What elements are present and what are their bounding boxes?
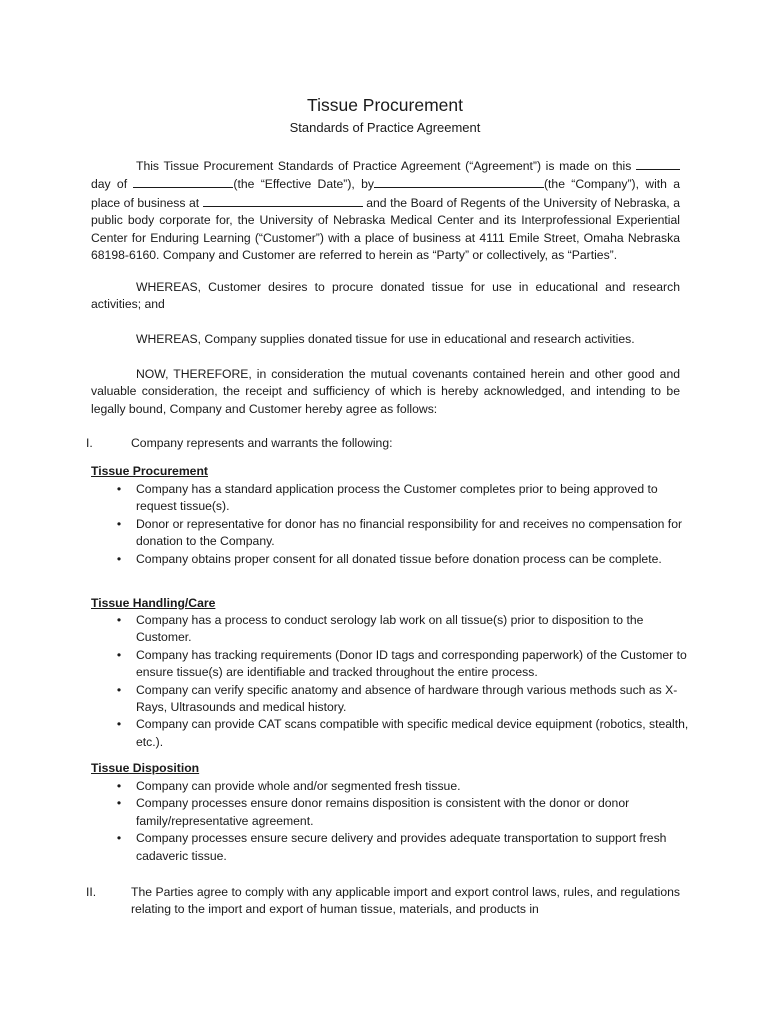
tissue-disposition-heading: Tissue Disposition: [91, 761, 200, 775]
section-2-text: The Parties agree to comply with any applicable import and export control laws, rules, and regulations relating to the import and export of human tissue, materials, and products in: [131, 885, 680, 917]
handling-list: [91, 612, 691, 751]
list-item: • Donor or representative for donor has no financial responsibility for and receives no compensation for donation to the Company.: [91, 516, 691, 551]
company-name-blank[interactable]: [374, 175, 544, 188]
bullet-icon: •: [116, 613, 122, 627]
list-item: • Company processes ensure secure delivery and provides adequate transportation to support fresh cadaveric tissue.: [91, 830, 691, 865]
section-1-text: Company represents and warrants the following:: [131, 436, 393, 450]
intro-text-5: and the Board of Regents of the University of Nebraska, a public body corporate for, the University of Nebraska Medical Center and its Interprofessional Experiential Center for Enduring Learning (“Customer”) with a place of business at 4111 Emile Street, Omaha Nebraska 68198-6160. Company and Customer are referred to herein as “Party” or collectively, as “Parties”.: [91, 195, 680, 263]
intro-text-1: This Tissue Procurement Standards of Practice Agreement (“Agreement”) is made on this: [136, 159, 632, 173]
tissue-handling-heading: Tissue Handling/Care: [91, 596, 216, 610]
list-item: • Company processes ensure donor remains disposition is consistent with the donor or donor family/representative agreement.: [91, 795, 691, 830]
list-item: • Company has a standard application process the Customer completes prior to being approved to request tissue(s).: [91, 481, 691, 516]
intro-text-4: (the “Company”), with a place of business at: [91, 177, 681, 210]
bullet-icon: •: [116, 516, 122, 531]
bullet-icon: •: [116, 482, 122, 496]
list-item: • Company can verify specific anatomy and absence of hardware through various methods such as X-Rays, Ultrasounds and medical history.: [91, 682, 691, 717]
list-item: • Company obtains proper consent for all donated tissue before donation process can be complete.: [91, 551, 691, 568]
disposition-list: [91, 778, 691, 865]
tissue-procurement-heading: Tissue Procurement: [91, 464, 208, 478]
bullet-icon: •: [116, 831, 122, 846]
bullet-icon: •: [116, 717, 122, 732]
agreement-date-blank[interactable]: [636, 157, 680, 170]
business-address-blank[interactable]: [203, 194, 363, 207]
bullet-icon: •: [116, 647, 122, 662]
list-item: • Company has tracking requirements (Donor ID tags and corresponding paperwork) of the Customer to ensure tissue(s) are identifiable and tracked throughout the entire process.: [91, 647, 691, 682]
intro-paragraph: [91, 157, 680, 264]
bullet-icon: •: [116, 551, 122, 566]
list-item: • Company can provide CAT scans compatible with specific medical device equipment (robotics, stealth, etc.).: [91, 716, 691, 751]
list-item: • Company can provide whole and/or segmented fresh tissue.: [91, 778, 691, 795]
procurement-list: [91, 481, 691, 568]
now-therefore-paragraph: NOW, THEREFORE, in consideration the mutual covenants contained herein and other good and valuable consideration, the receipt and sufficiency of which is hereby acknowledged, and intending to be legally bound, Company and Customer hereby agree as follows:: [91, 367, 680, 416]
intro-text-3: (the “Effective Date”), by: [233, 177, 374, 192]
list-item: • Company has a process to conduct serology lab work on all tissue(s) prior to disposition to the Customer.: [91, 612, 691, 647]
day-blank[interactable]: [133, 175, 233, 188]
bullet-icon: •: [116, 796, 122, 811]
intro-text-2: day of: [91, 177, 128, 192]
whereas-paragraph-1: WHEREAS, Customer desires to procure donated tissue for use in educational and research activities; and: [91, 280, 680, 312]
section-2-numeral: II.: [86, 885, 97, 899]
whereas-paragraph-2: WHEREAS, Company supplies donated tissue for use in educational and research activities.: [136, 332, 635, 346]
bullet-icon: •: [116, 779, 122, 793]
document-title: Tissue Procurement: [307, 95, 463, 115]
document-subtitle: Standards of Practice Agreement: [289, 120, 481, 135]
section-1-numeral: I.: [86, 436, 93, 450]
bullet-icon: •: [116, 682, 122, 697]
